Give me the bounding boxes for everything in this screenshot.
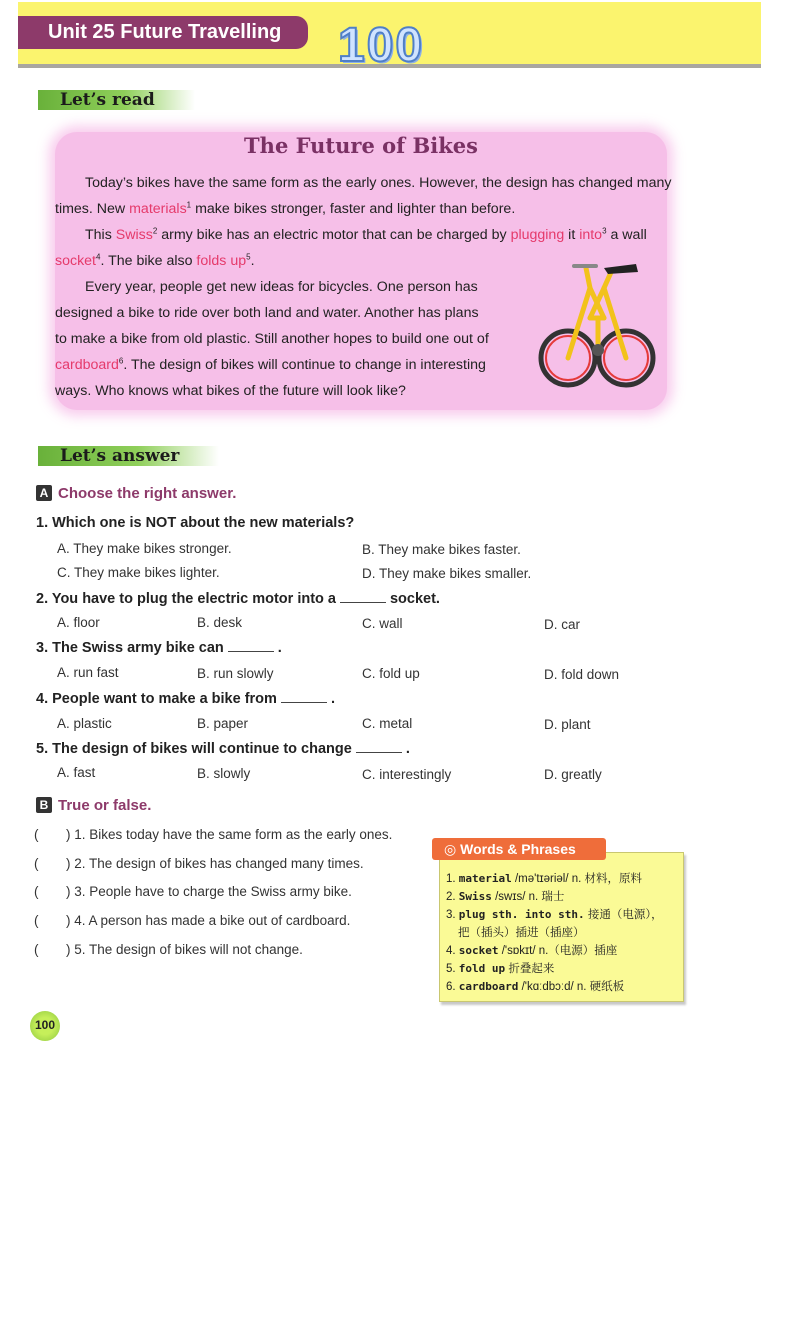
option[interactable]: D. plant [544, 717, 591, 732]
text-line: make bikes stronger, faster and lighter than before. [191, 201, 516, 217]
vocab-item: 4. socket /'sɒkɪt/ n.（电源）插座 [446, 944, 618, 957]
true-false-item [34, 884, 352, 899]
vocab-highlight: materials [129, 201, 187, 217]
vocab-item: 5. fold up 折叠起来 [446, 962, 555, 975]
option[interactable]: A. plastic [57, 716, 112, 731]
vocab-highlight: folds up [196, 253, 247, 269]
statement: ) 3. People have to charge the Swiss army bike. [66, 884, 352, 899]
option[interactable]: C. metal [362, 716, 413, 731]
vocab-item-continued: 把（插头）插进（插座） [458, 927, 585, 939]
true-false-item [34, 827, 392, 842]
statement: ) 2. The design of bikes has changed many times. [66, 856, 364, 871]
page-number-big: 100 [338, 19, 425, 72]
words-phrases-title: ◎ Words & Phrases [432, 838, 606, 860]
bike-seat [604, 264, 638, 274]
question-text: 2. You have to plug the electric motor into a [36, 591, 336, 607]
footnote-mark: 5 [246, 252, 251, 262]
vocab-highlight: cardboard [55, 357, 119, 373]
option[interactable]: A. fast [57, 765, 96, 780]
question-text: 3. The Swiss army bike can [36, 640, 224, 656]
option[interactable]: D. fold down [544, 667, 620, 682]
option[interactable]: B. desk [197, 615, 243, 630]
true-false-item [34, 913, 350, 928]
option[interactable]: B. run slowly [197, 666, 274, 681]
answer-blank[interactable] [356, 740, 402, 753]
option[interactable]: A. floor [57, 615, 100, 630]
words-phrases-list [446, 870, 678, 996]
vocab-item: 2. Swiss /swɪs/ n. 瑞士 [446, 890, 565, 903]
option[interactable]: C. fold up [362, 666, 420, 681]
question-3 [36, 639, 282, 656]
question-text: . [405, 741, 410, 757]
question-text: . [277, 640, 282, 656]
footnote-mark: 4 [96, 252, 101, 262]
answer-paren[interactable]: ( [34, 827, 39, 842]
true-false-item [34, 942, 303, 957]
text-line: . The design of bikes will continue to change in interesting [123, 357, 486, 373]
answer-paren[interactable]: ( [34, 942, 39, 957]
answer-paren[interactable]: ( [34, 913, 39, 928]
reading-paragraph-3 [55, 274, 525, 404]
reading-title: The Future of Bikes [244, 133, 478, 158]
option[interactable]: A. They make bikes stronger. [57, 541, 232, 556]
answer-paren[interactable]: ( [34, 856, 39, 871]
question-2 [36, 590, 440, 607]
vocab-highlight: Swiss [115, 227, 153, 243]
option[interactable]: C. wall [362, 616, 403, 631]
question-5 [36, 740, 410, 757]
option[interactable]: D. car [544, 617, 581, 632]
option[interactable]: D. greatly [544, 767, 602, 782]
question-text: 5. The design of bikes will continue to change [36, 741, 352, 757]
question-text: 4. People want to make a bike from [36, 691, 277, 707]
text-line: This [85, 227, 116, 243]
bike-pedal [592, 344, 604, 356]
option[interactable]: C. interestingly [362, 767, 452, 782]
text-line: . The bike also [100, 253, 197, 269]
footnote-mark: 6 [118, 356, 124, 366]
part-a-title: Choose the right answer. [58, 485, 237, 502]
vocab-item: 1. material /mə'tɪəriəl/ n. 材料，原料 [446, 872, 643, 885]
page-number: 100 [34, 1018, 56, 1032]
answer-paren[interactable]: ( [34, 884, 39, 899]
option[interactable]: B. They make bikes faster. [362, 542, 521, 557]
text-line: designed a bike to ride over both land and water. Another has plans [55, 305, 479, 321]
option[interactable]: C. They make bikes lighter. [57, 565, 220, 580]
statement: ) 5. The design of bikes will not change. [66, 942, 303, 957]
section-label-read: Let’s read [38, 90, 195, 110]
part-a-heading [36, 485, 236, 502]
text-line: Every year, people get new ideas for bicycles. One person has [85, 279, 478, 295]
part-b-title: True or false. [58, 797, 152, 814]
option[interactable]: D. They make bikes smaller. [362, 566, 532, 581]
footnote-mark: 2 [152, 226, 158, 236]
reading-paragraph-1 [55, 170, 675, 222]
question-text: socket. [389, 591, 440, 607]
section-label-answer: Let’s answer [38, 446, 219, 466]
answer-blank[interactable] [340, 590, 386, 603]
text-line: . [250, 253, 255, 269]
footnote-mark: 1 [186, 200, 192, 210]
vocab-highlight: into [579, 227, 603, 243]
statement: ) 1. Bikes today have the same form as the early ones. [66, 827, 393, 842]
vocab-item: 3. plug sth. into sth. 接通（电源）， [446, 908, 663, 921]
unit-title: Unit 25 Future Travelling [18, 16, 308, 49]
part-a-badge: A [36, 485, 52, 501]
option[interactable]: A. run fast [57, 665, 119, 680]
text-line: ways. Who knows what bikes of the future will look like? [55, 383, 406, 399]
option[interactable]: B. slowly [197, 766, 251, 781]
question-text: . [330, 691, 335, 707]
vocab-highlight: plugging [510, 227, 565, 243]
text-line: it [564, 227, 580, 243]
text-line: to make a bike from old plastic. Still another hopes to build one out of [55, 331, 489, 347]
true-false-item [34, 856, 364, 871]
vocab-highlight: socket [55, 253, 97, 269]
statement: ) 4. A person has made a bike out of cardboard. [66, 913, 351, 928]
answer-blank[interactable] [228, 639, 274, 652]
part-b-heading [36, 797, 151, 814]
question-1: 1. Which one is NOT about the new materials? [36, 515, 355, 531]
text-line: a wall [606, 227, 647, 243]
text-line: army bike has an electric motor that can be charged by [157, 227, 511, 243]
footnote-mark: 3 [602, 226, 607, 236]
folding-bike-illustration [538, 258, 658, 396]
answer-blank[interactable] [281, 690, 327, 703]
question-4 [36, 690, 335, 707]
vocab-item: 6. cardboard /'kɑːdbɔːd/ n. 硬纸板 [446, 980, 625, 993]
part-b-badge: B [36, 797, 52, 813]
text-line: Today’s bikes have the same form as the early ones. However, the design has changed many [85, 175, 672, 191]
text-line: times. New [55, 201, 130, 217]
option[interactable]: B. paper [197, 716, 249, 731]
